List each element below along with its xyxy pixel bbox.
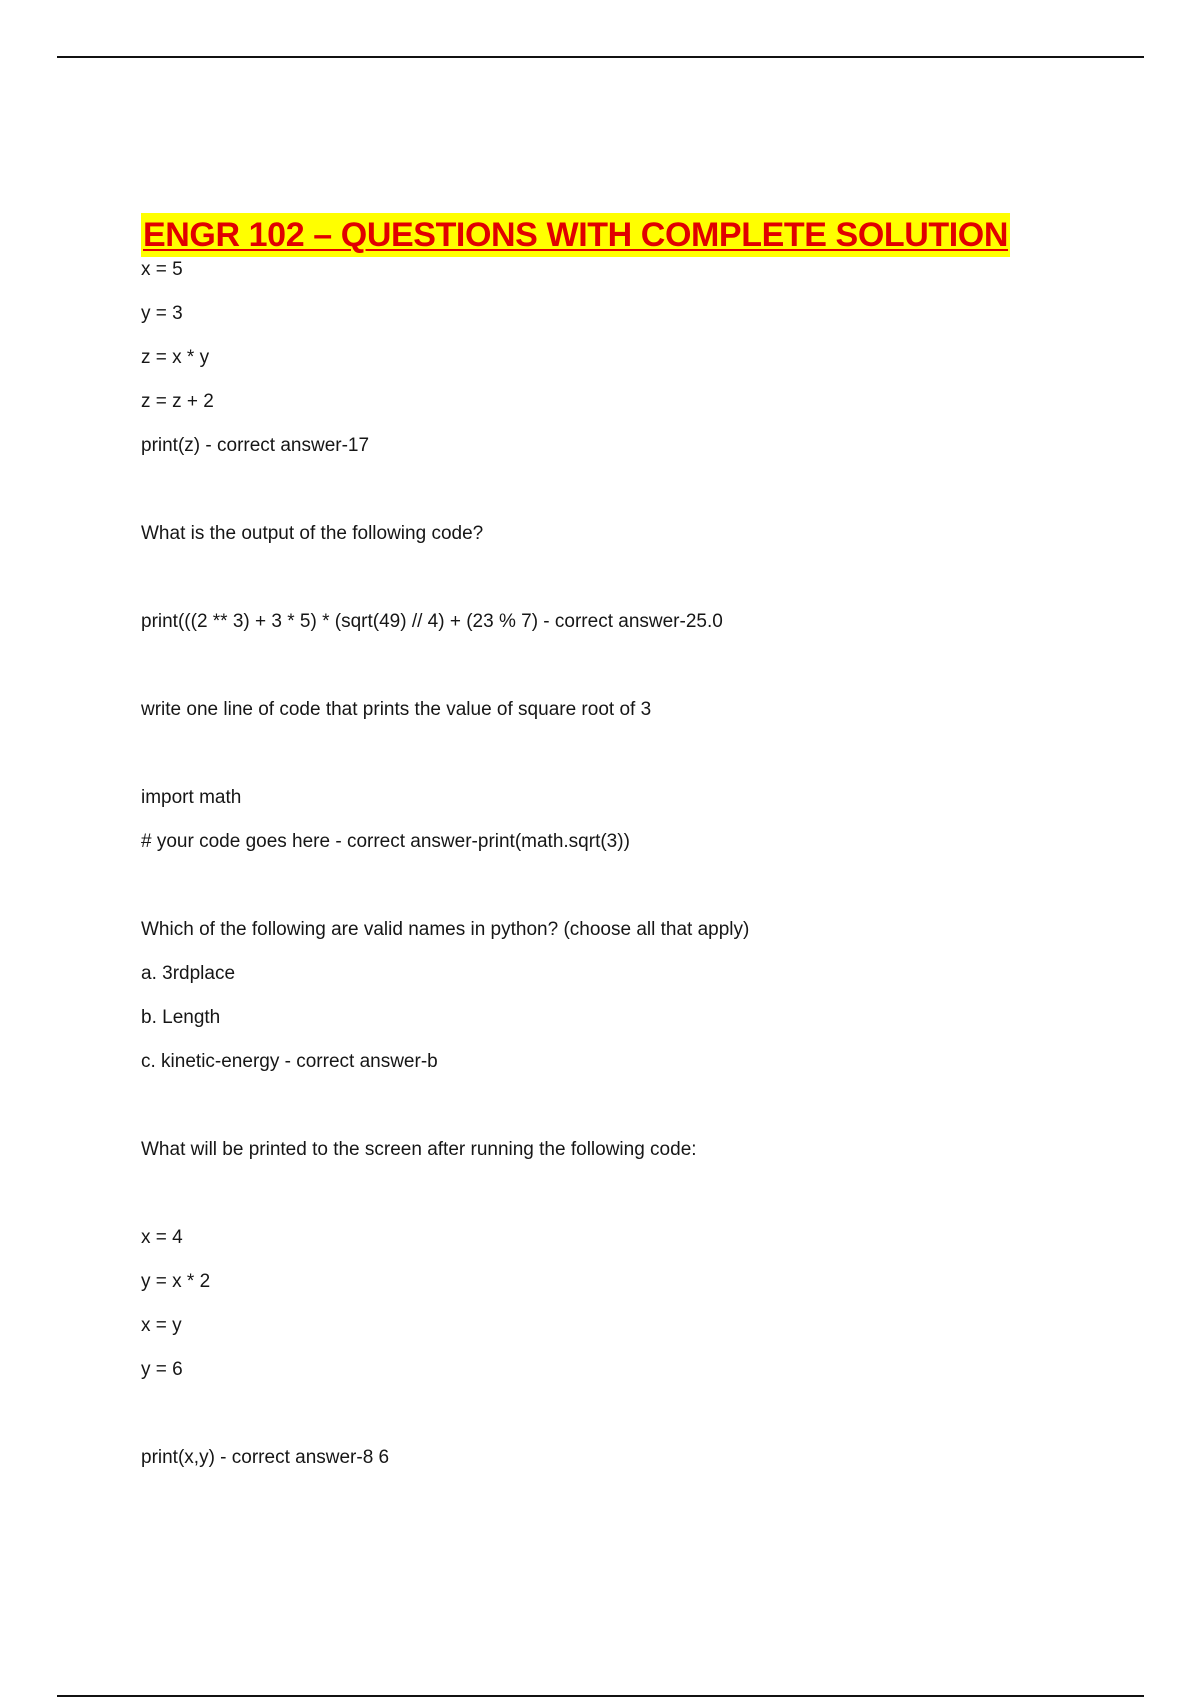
option-c-answer-line: c. kinetic-energy - correct answer-b (141, 1051, 438, 1072)
top-rule (57, 56, 1144, 58)
question-text: Which of the following are valid names in python? (choose all that apply) (141, 919, 750, 940)
answer-line: print(z) - correct answer-17 (141, 435, 370, 456)
question-text: What is the output of the following code? (141, 523, 484, 544)
code-line: x = y (141, 1315, 182, 1336)
code-line: y = 6 (141, 1359, 183, 1380)
answer-line: print(((2 ** 3) + 3 * 5) * (sqrt(49) // 4) + (23 % 7) - correct answer-25.0 (141, 611, 723, 632)
option-a: a. 3rdplace (141, 963, 236, 984)
answer-line: print(x,y) - correct answer-8 6 (141, 1447, 390, 1468)
question-text: What will be printed to the screen after running the following code: (141, 1139, 697, 1160)
code-line: import math (141, 787, 242, 808)
code-line: y = x * 2 (141, 1271, 211, 1292)
code-line: y = 3 (141, 303, 183, 324)
answer-line: # your code goes here - correct answer-print(math.sqrt(3)) (141, 831, 630, 852)
code-line: x = 5 (141, 259, 183, 280)
document-title: ENGR 102 – QUESTIONS WITH COMPLETE SOLUTION (141, 213, 1010, 257)
bottom-rule (57, 1695, 1144, 1697)
option-b: b. Length (141, 1007, 221, 1028)
code-line: z = z + 2 (141, 391, 214, 412)
code-line: z = x * y (141, 347, 210, 368)
code-line: x = 4 (141, 1227, 183, 1248)
question-text: write one line of code that prints the value of square root of 3 (141, 699, 652, 720)
